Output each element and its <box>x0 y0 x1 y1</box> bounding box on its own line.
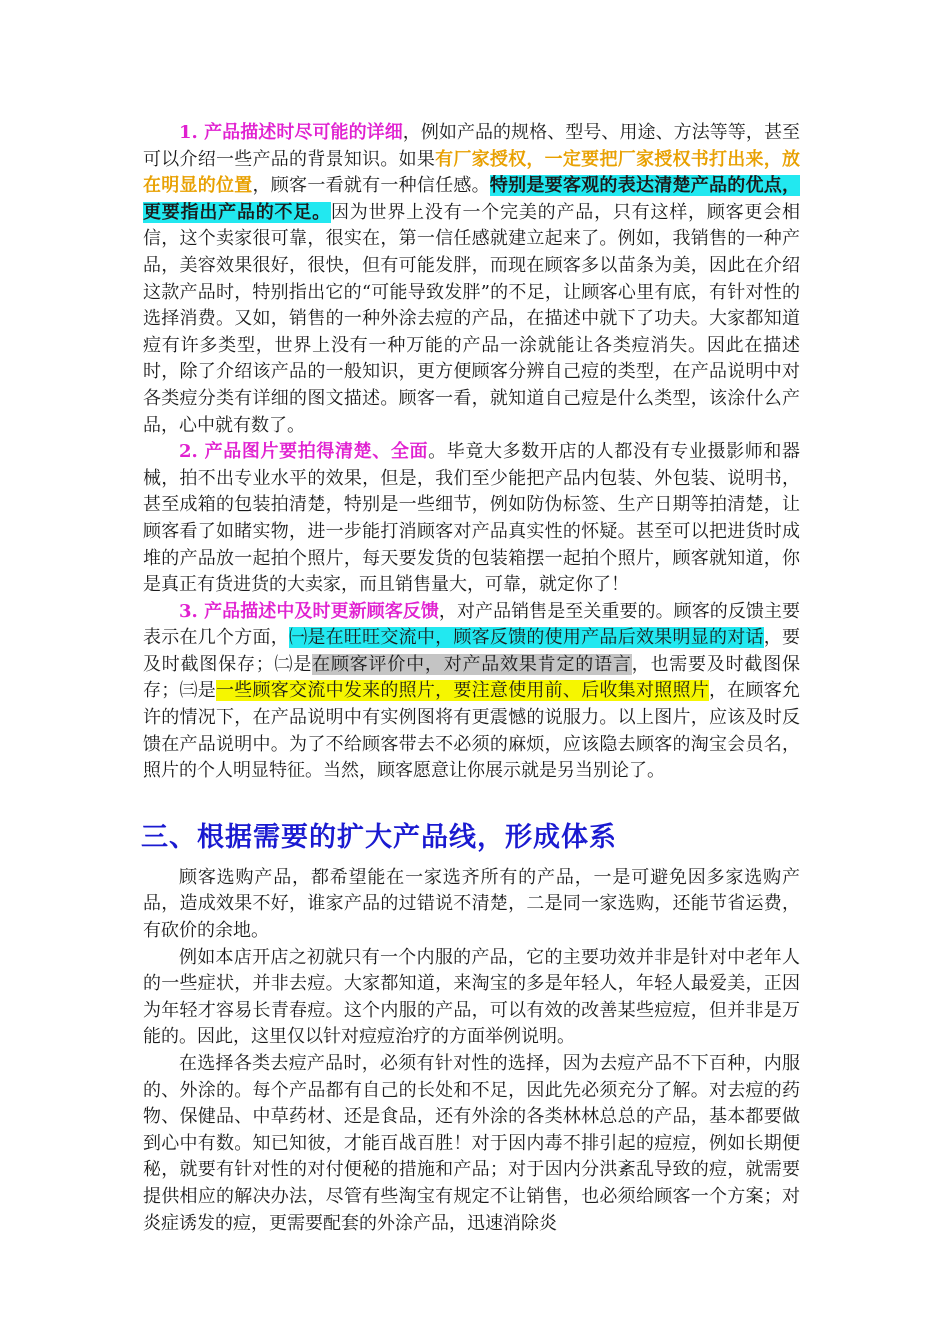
paragraph-text: 因为世界上没有一个完美的产品，只有这样，顾客更会相信，这个卖家很可靠，很实在，第一信任感就建立起来了。例如，我销售的一种产品，美容效果很好，很快，但有可能发胖，而现在顾客多以苗条为美，因此在介绍这款产品时，特别指出它的“可能导致发胖”的不足，让顾客心里有底，有针对性的选择消费。又如，销售的一种外涂去痘的产品，在描述中就下了功夫。大家都知道痘有许多类型，世界上没有一种万能的产品一涂就能让各类痘消失。因此在描述时，除了介绍该产品的一般知识，更方便顾客分辨自己痘的类型，在产品说明中对各类痘分类有详细的图文描述。顾客一看，就知道自己痘是什么类型，该涂什么产品，心中就有数了。 <box>143 201 801 436</box>
paragraph-text: ，例如产品的规格、型号、用途、方法等等，甚至可以介绍一些产品的背景知识。如果 <box>143 122 800 170</box>
point-1-heading: 1. 产品描述时尽可能的详细 <box>179 122 403 143</box>
paragraph-text: ，要及时截图保存；㈡是 <box>143 627 801 675</box>
paragraph-product-selection: 在选择各类去痘产品时，必须有针对性的选择，因为去痘产品不下百种，内服的、外涂的。每个产品都有自己的长处和不足，因此先必须充分了解。对去痘的药物、保健品、中草药材、还是食品，还有外涂的各类林林总总的产品，基本都要做到心中有数。知已知彼，才能百战百胜！对于因内毒不排引起的痘痘，例如长期便秘，就要有针对性的对付便秘的措施和产品；对于因内分洪紊乱导致的痘，就需要提供相应的解决办法，尽管有些淘宝有规定不让销售，也必须给顾客一个方案；对炎症诱发的痘，更需要配套的外涂产品，迅速消除炎 <box>143 1053 800 1234</box>
paragraph-product-description <box>143 120 800 439</box>
paragraph-text: ，对产品销售是至关重要的。顾客的反馈主要表示在几个方面， <box>143 600 801 649</box>
point-2-heading: 2. 产品图片要拍得清楚、全面 <box>179 441 429 463</box>
paragraph-product-photos <box>143 439 800 599</box>
paragraph-text: ，也需要及时截图保存；㈢是 <box>143 653 801 702</box>
paragraph-store-example: 例如本店开店之初就只有一个内服的产品，它的主要功效并非是针对中老年人的一些症状，并非去痘。大家都知道，来淘宝的多是年轻人，年轻人最爱美，正因为年轻才容易长青春痘。这个内服的产品，可以有效的改善某些痘痘，但并非是万能的。因此，这里仅以针对痘痘治疗的方面举例说明。 <box>143 946 800 1048</box>
highlight-objective: 特别是要客观的表达清楚产品的优点，更要指出产品的不足。 <box>143 175 801 223</box>
highlight-wangwang-chat: ㈠是在旺旺交流中，顾客反馈的使用产品后效果明显的对话 <box>289 627 764 649</box>
paragraph-text: ，顾客一看就有一种信任感。 <box>252 175 490 197</box>
highlight-authorization: 有厂家授权，一定要把厂家授权书打出来，放在明显的位置 <box>143 148 801 197</box>
paragraph-one-stop-shopping: 顾客选购产品，都希望能在一家选齐所有的产品，一是可避免因多家选购产品，造成效果不好，谁家产品的过错说不清楚，二是同一家选购，还能节省运费，有砍价的余地。 <box>143 866 800 942</box>
section-heading: 三、根据需要的扩大产品线，形成体系 <box>141 821 617 853</box>
paragraph-text: ，在顾客允许的情况下，在产品说明中有实例图将有更震憾的说服力。以上图片，应该及时反馈在产品说明中。为了不给顾客带去不必须的麻烦，应该隐去顾客的淘宝会员名，照片的个人明显特征。当然，顾客愿意让你展示就是另当别论了。 <box>143 680 801 782</box>
paragraph-customer-feedback <box>143 599 800 785</box>
highlight-reviews: 在顾客评价中，对产品效果肯定的语言 <box>312 653 632 675</box>
point-3-heading: 3. 产品描述中及时更新顾客反馈 <box>179 600 439 622</box>
highlight-photos: 一些顾客交流中发来的照片，要注意使用前、后收集对照照片 <box>216 680 709 702</box>
paragraph-text: 。毕竟大多数开店的人都没有专业摄影师和器械，拍不出专业水平的效果，但是，我们至少能把产品内包装、外包装、说明书，甚至成箱的包装拍清楚，特别是一些细节，例如防伪标签、生产日期等拍清楚，让顾客看了如睹实物，进一步能打消顾客对产品真实性的怀疑。甚至可以把进货时成堆的产品放一起拍个照片，每天要发货的包装箱摆一起拍个照片，顾客就知道，你是真正有货进货的大卖家，而且销售量大，可靠，就定你了！ <box>143 441 800 596</box>
